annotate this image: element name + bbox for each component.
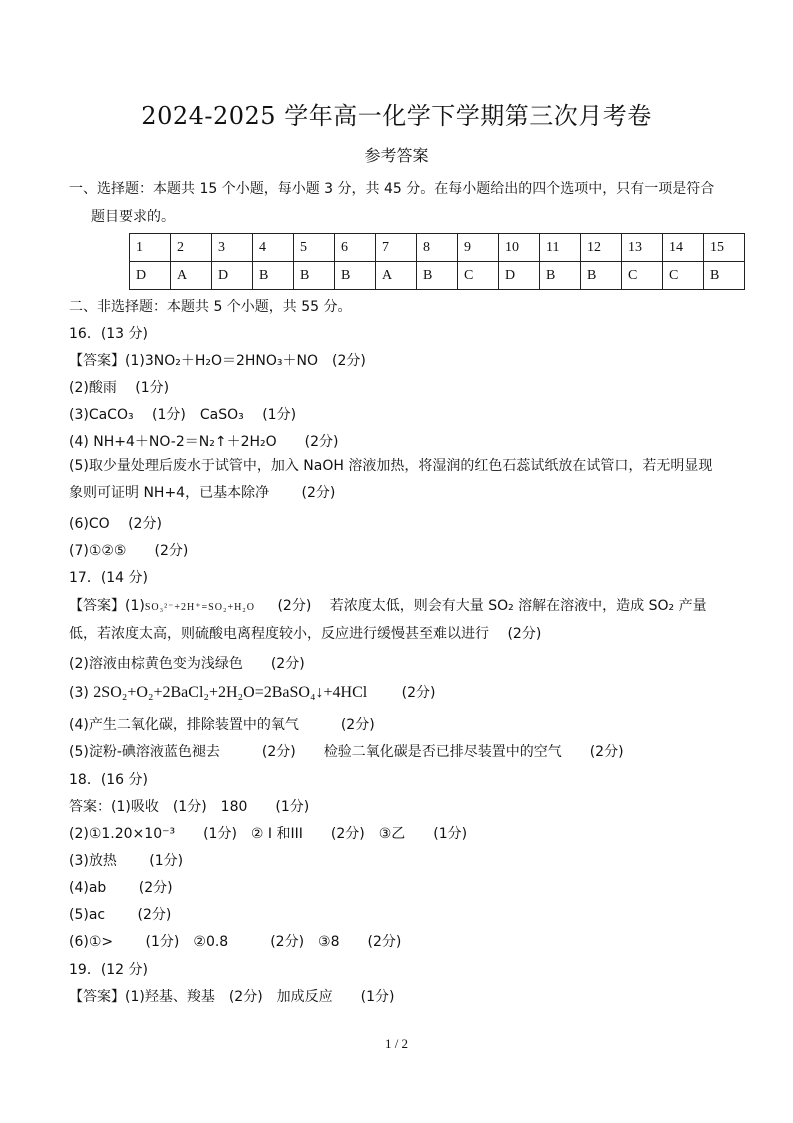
q17-answer-3-score: (2分) bbox=[401, 685, 436, 701]
q18-answer-5: (5)ac (2分) bbox=[69, 907, 172, 923]
q18-answer-3: (3)放热 (1分) bbox=[69, 853, 184, 869]
question-number: 10 bbox=[499, 234, 540, 262]
q18-answer-2: (2)①1.20×10⁻³ (1分) ② I 和III (2分) ③乙 (1分) bbox=[69, 826, 468, 842]
q17-answer-5: (5)淀粉-碘溶液蓝色褪去 (2分) 检验二氧化碳是否已排尽装置中的空气 (2分) bbox=[69, 744, 624, 760]
q16-answer-4: (4) NH+4＋NO-2＝N₂↑＋2H₂O (2分) bbox=[69, 434, 339, 450]
question-number: 14 bbox=[663, 234, 704, 262]
q18-answer-4: (4)ab (2分) bbox=[69, 880, 173, 896]
document-title: 2024-2025 学年高一化学下学期第三次月考卷 bbox=[141, 102, 652, 130]
answer-table bbox=[129, 233, 745, 290]
answer-cell: D bbox=[212, 262, 253, 290]
q17-ionic-equation: SO₃²⁻+2H⁺=SO₂+H₂O bbox=[144, 602, 256, 613]
q17-answer-1 bbox=[69, 593, 725, 648]
answer-cell: B bbox=[581, 262, 622, 290]
answer-cell: B bbox=[540, 262, 581, 290]
answer-cell: B bbox=[294, 262, 335, 290]
question-number: 7 bbox=[376, 234, 417, 262]
q16-answer-7: (7)①②⑤ (2分) bbox=[69, 543, 189, 559]
answer-cell: C bbox=[622, 262, 663, 290]
q16-heading: 16．(13 分) bbox=[69, 326, 149, 342]
question-number: 9 bbox=[458, 234, 499, 262]
q16-answer-1: 【答案】(1)3NO₂＋H₂O＝2HNO₃＋NO (2分) bbox=[69, 353, 366, 369]
q17-answer-2: (2)溶液由棕黄色变为浅绿色 (2分) bbox=[69, 656, 305, 672]
q18-answer-1: 答案：(1)吸收 (1分) 180 (1分) bbox=[69, 799, 310, 815]
question-number: 6 bbox=[335, 234, 376, 262]
q17-answer-4: (4)产生二氧化碳，排除装置中的氧气 (2分) bbox=[69, 717, 375, 733]
answer-cell: A bbox=[171, 262, 212, 290]
question-number: 3 bbox=[212, 234, 253, 262]
question-number: 12 bbox=[581, 234, 622, 262]
question-number: 2 bbox=[171, 234, 212, 262]
answer-cell: C bbox=[663, 262, 704, 290]
answer-cell: B bbox=[704, 262, 745, 290]
q16-answer-5: (5)取少量处理后废水于试管中，加入 NaOH 溶液加热，将湿润的红色石蕊试纸放在试管口，若无明显现象则可证明 NH+4，已基本除净 (2分) bbox=[69, 458, 713, 501]
q19-heading: 19．(12 分) bbox=[69, 962, 149, 978]
answer-table-answer-row bbox=[130, 262, 745, 290]
q17-heading: 17．(14 分) bbox=[69, 570, 149, 586]
question-number: 5 bbox=[294, 234, 335, 262]
question-number: 8 bbox=[417, 234, 458, 262]
answer-cell: B bbox=[335, 262, 376, 290]
page-number: 1 / 2 bbox=[384, 1036, 409, 1051]
document-subtitle: 参考答案 bbox=[364, 146, 429, 165]
q16-answer-2: (2)酸雨 (1分) bbox=[69, 380, 170, 396]
q18-heading: 18．(16 分) bbox=[69, 772, 149, 788]
q16-answer-6: (6)CO (2分) bbox=[69, 516, 162, 532]
q18-answer-6: (6)①> (1分) ②0.8 (2分) ③8 (2分) bbox=[69, 934, 402, 950]
section2-intro: 二、非选择题：本题共 5 个小题，共 55 分。 bbox=[69, 299, 352, 315]
question-number: 1 bbox=[130, 234, 171, 262]
q17-answer-3-prefix: (3) bbox=[69, 685, 89, 701]
q17-answer-1-text: (2分) 若浓度太低，则会有大量 SO₂ 溶解在溶液中，造成 SO₂ 产量低，若浓度太高，则硫酸电离程度较小，反应进行缓慢甚至难以进行 (2分) bbox=[69, 598, 707, 642]
answer-cell: C bbox=[458, 262, 499, 290]
section1-intro-line1: 一、选择题：本题共 15 个小题，每小题 3 分，共 45 分。在每小题给出的四个选项中，只有一项是符合 bbox=[69, 181, 715, 197]
q17-answer-3 bbox=[69, 682, 436, 702]
section1-intro-line2: 题目要求的。 bbox=[91, 209, 175, 225]
q17-chemical-equation: 2SO₂+O₂+2BaCl₂+2H₂O=2BaSO₄↓+4HCl bbox=[93, 684, 368, 701]
answer-cell: B bbox=[253, 262, 294, 290]
question-number: 15 bbox=[704, 234, 745, 262]
answer-table-number-row bbox=[130, 234, 745, 262]
q19-answer-1: 【答案】(1)羟基、羧基 (2分) 加成反应 (1分) bbox=[69, 989, 395, 1005]
answer-cell: D bbox=[499, 262, 540, 290]
answer-cell: A bbox=[376, 262, 417, 290]
answer-cell: D bbox=[130, 262, 171, 290]
question-number: 11 bbox=[540, 234, 581, 262]
q16-answer-3: (3)CaCO₃ (1分) CaSO₃ (1分) bbox=[69, 407, 297, 423]
q17-answer-1-prefix: 【答案】(1) bbox=[69, 598, 145, 614]
question-number: 13 bbox=[622, 234, 663, 262]
question-number: 4 bbox=[253, 234, 294, 262]
answer-cell: B bbox=[417, 262, 458, 290]
